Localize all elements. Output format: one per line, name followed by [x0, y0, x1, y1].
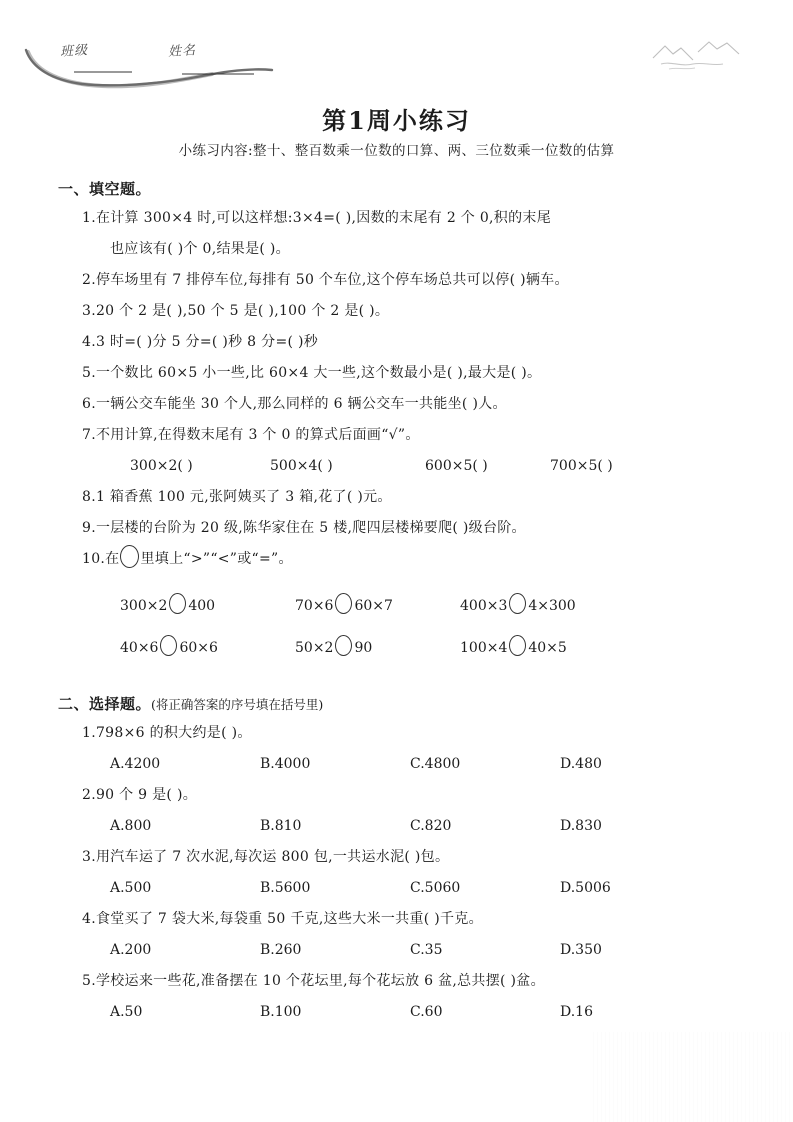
section-heading-fill-in-blanks — [58, 178, 793, 199]
option-a[interactable]: A.4200 — [110, 756, 161, 772]
page-subtitle: 小练习内容:整十、整百数乘一位数的口算、两、三位数乘一位数的估算 — [178, 143, 615, 159]
question-3: 3.20 个 2 是( ),50 个 5 是( ),100 个 2 是( )。 — [82, 303, 390, 319]
comparison-4-left: 40×6 — [120, 640, 159, 656]
option-a[interactable]: A.800 — [110, 818, 152, 834]
option-b[interactable]: B.260 — [260, 942, 302, 958]
comparison-2-left: 70×6 — [295, 598, 334, 614]
option-c[interactable]: C.5060 — [410, 880, 461, 896]
comparison-circle-icon — [160, 635, 177, 656]
section-2-subtitle: (将正确答案的序号填在括号里) — [151, 697, 324, 712]
comparison-1-left: 300×2 — [120, 598, 168, 614]
comparison-6-left: 100×4 — [460, 640, 508, 656]
option-d[interactable]: D.350 — [560, 942, 602, 958]
option-a[interactable]: A.200 — [110, 942, 152, 958]
option-a[interactable]: A.500 — [110, 880, 152, 896]
question-8: 8.1 箱香蕉 100 元,张阿姨买了 3 箱,花了( )元。 — [82, 489, 392, 505]
question-10-prefix: 10.在 — [82, 551, 120, 567]
comparison-3-right: 4×300 — [528, 598, 576, 614]
mc-question-4-options — [82, 935, 793, 966]
question-9: 9.一层楼的台阶为 20 级,陈华家住在 5 楼,爬四层楼梯要爬( )级台阶。 — [82, 520, 526, 536]
mountain-ink-sketch-icon — [643, 36, 763, 76]
comparison-4-right: 60×6 — [179, 640, 218, 656]
question-5: 5.一个数比 60×5 小一些,比 60×4 大一些,这个数最小是( ),最大是( )。 — [82, 365, 542, 381]
mc-question-2-stem: 2.90 个 9 是( )。 — [82, 787, 198, 803]
comparison-1 — [120, 585, 215, 627]
expression-500x4: 500×4( ) — [270, 458, 333, 474]
option-c[interactable]: C.60 — [410, 1004, 443, 1020]
comparison-6 — [460, 627, 567, 669]
mc-question-5-stem: 5.学校运来一些花,准备摆在 10 个花坛里,每个花坛放 6 盆,总共摆( )盆。 — [82, 973, 545, 989]
scan-texture — [593, 1032, 793, 1122]
question-1-line-1: 1.在计算 300×4 时,可以这样想:3×4=( ),因数的末尾有 2 个 0,积的末尾 — [82, 210, 551, 226]
option-c[interactable]: C.35 — [410, 942, 443, 958]
mc-question-3-options — [82, 873, 793, 904]
option-b[interactable]: B.5600 — [260, 880, 311, 896]
comparison-3-left: 400×3 — [460, 598, 508, 614]
mc-question-4-stem: 4.食堂买了 7 袋大米,每袋重 50 千克,这些大米一共重( )千克。 — [82, 911, 483, 927]
comparison-2-right: 60×7 — [354, 598, 393, 614]
comparison-3 — [460, 585, 576, 627]
mc-question-5-options — [82, 997, 793, 1028]
option-c[interactable]: C.4800 — [410, 756, 461, 772]
expression-600x5: 600×5( ) — [425, 458, 488, 474]
mc-question-1-options — [82, 749, 793, 780]
name-field-label: 姓名 — [167, 43, 197, 60]
mc-question-2-options — [82, 811, 793, 842]
mc-question-1-stem: 1.798×6 的积大约是( )。 — [82, 725, 252, 741]
section-1-title: 一、填空题。 — [58, 180, 152, 198]
worksheet-content — [0, 170, 793, 1028]
comparison-6-right: 40×5 — [528, 640, 567, 656]
option-d[interactable]: D.16 — [560, 1004, 593, 1020]
option-b[interactable]: B.100 — [260, 1004, 302, 1020]
section-heading-multiple-choice — [58, 693, 793, 714]
expression-700x5: 700×5( ) — [550, 458, 613, 474]
question-10-comparison-row-1 — [110, 585, 793, 627]
mc-question-3-stem: 3.用汽车运了 7 次水泥,每次运 800 包,一共运水泥( )包。 — [82, 849, 450, 865]
comparison-circle-icon — [169, 593, 186, 614]
page-title: 第1周小练习 — [322, 106, 471, 135]
question-10-comparison-row-2 — [110, 627, 793, 669]
comparison-5-right: 90 — [354, 640, 373, 656]
option-b[interactable]: B.810 — [260, 818, 302, 834]
comparison-circle-icon — [335, 635, 352, 656]
comparison-5 — [295, 627, 372, 669]
question-7-expressions — [110, 451, 793, 482]
comparison-circle-icon — [509, 593, 526, 614]
expression-300x2: 300×2( ) — [130, 458, 193, 474]
question-10 — [82, 544, 793, 575]
question-1-line-2: 也应该有( )个 0,结果是( )。 — [110, 241, 290, 257]
question-4: 4.3 时=( )分 5 分=( )秒 8 分=( )秒 — [82, 334, 319, 350]
option-d[interactable]: D.480 — [560, 756, 602, 772]
option-d[interactable]: D.5006 — [560, 880, 611, 896]
option-a[interactable]: A.50 — [110, 1004, 143, 1020]
question-10-suffix: 里填上“>”“<”或“=”。 — [140, 551, 293, 567]
header-brush-decoration — [22, 28, 322, 98]
option-d[interactable]: D.830 — [560, 818, 602, 834]
question-6: 6.一辆公交车能坐 30 个人,那么同样的 6 辆公交车一共能坐( )人。 — [82, 396, 507, 412]
class-field-label: 班级 — [59, 43, 89, 60]
comparison-circle-icon — [335, 593, 352, 614]
option-c[interactable]: C.820 — [410, 818, 452, 834]
comparison-circle-icon — [509, 635, 526, 656]
comparison-5-left: 50×2 — [295, 640, 334, 656]
option-b[interactable]: B.4000 — [260, 756, 311, 772]
section-2-title: 二、选择题。 — [58, 695, 152, 713]
question-2: 2.停车场里有 7 排停车位,每排有 50 个车位,这个停车场总共可以停( )辆车。 — [82, 272, 569, 288]
comparison-2 — [295, 585, 393, 627]
comparison-1-right: 400 — [188, 598, 216, 614]
answer-circle-icon — [120, 545, 139, 568]
question-7: 7.不用计算,在得数末尾有 3 个 0 的算式后面画“√”。 — [82, 427, 420, 443]
comparison-4 — [120, 627, 218, 669]
